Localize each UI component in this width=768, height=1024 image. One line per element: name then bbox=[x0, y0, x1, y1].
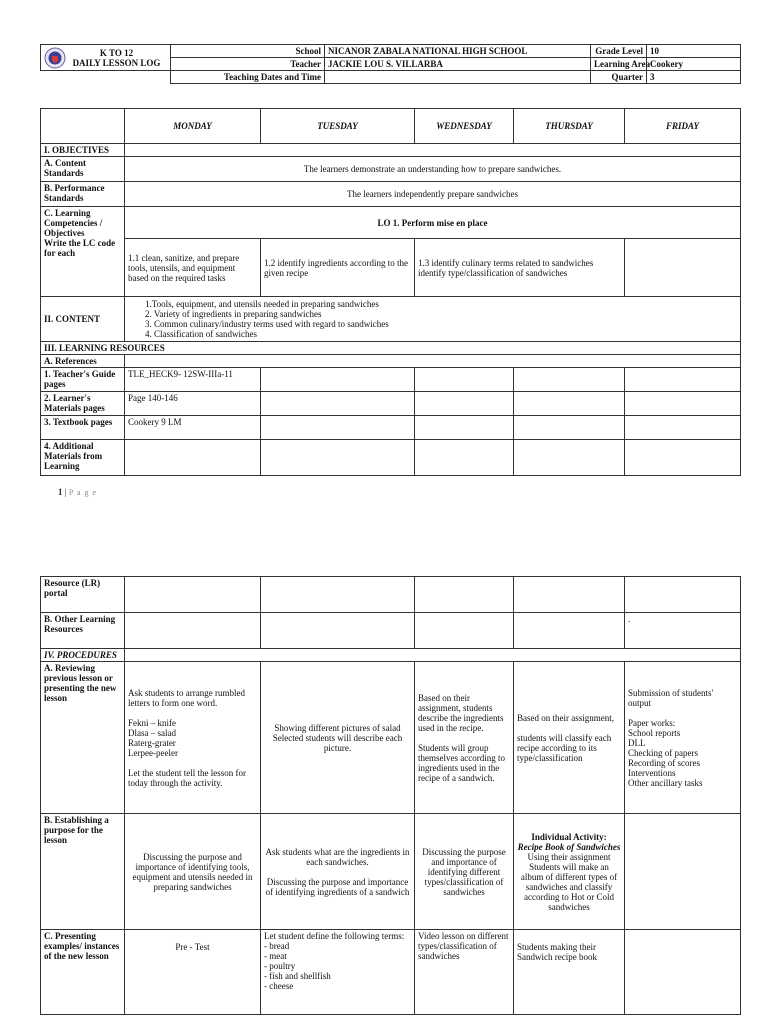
reviewing-tuesday: Showing different pictures of salad Selected students will describe each picture. bbox=[261, 662, 415, 814]
purpose-thursday bbox=[514, 814, 625, 930]
tg-tue bbox=[261, 368, 415, 392]
purpose-wednesday: Discussing the purpose and importance of identifying different types/classification of sandwiches bbox=[415, 814, 514, 930]
lr-mon bbox=[125, 577, 261, 613]
performance-standards-value: The learners independently prepare sandwiches bbox=[125, 182, 741, 207]
tb-value: Cookery 9 LM bbox=[125, 416, 261, 440]
reviewing-label: A. Reviewing previous lesson or presenting the new lesson bbox=[41, 662, 125, 814]
reviewing-friday: Submission of students' output Paper works: School reports DLL Checking of papers Recording of scores Interventions Other ancillary tasks bbox=[625, 662, 741, 814]
or-wed bbox=[415, 613, 514, 649]
am-wed bbox=[415, 440, 514, 476]
am-mon bbox=[125, 440, 261, 476]
school-value: NICANOR ZABALA NATIONAL HIGH SCHOOL bbox=[325, 45, 591, 58]
day-wednesday: WEDNESDAY bbox=[415, 109, 514, 144]
page-number: 1 | P a g e bbox=[58, 487, 98, 497]
references-label: A. References bbox=[41, 355, 125, 368]
presenting-thursday: Students making their Sandwich recipe book bbox=[514, 930, 625, 1015]
grade-value: 10 bbox=[647, 45, 741, 58]
objectives-empty bbox=[125, 144, 741, 157]
am-fri bbox=[625, 440, 741, 476]
day-thursday: THURSDAY bbox=[514, 109, 625, 144]
dates-value bbox=[325, 71, 591, 84]
presenting-wednesday: Video lesson on different types/classification of sandwiches bbox=[415, 930, 514, 1015]
tb-wed bbox=[415, 416, 514, 440]
objectives-label: I. OBJECTIVES bbox=[41, 144, 125, 157]
school-label: School bbox=[171, 45, 325, 58]
lr-thu bbox=[514, 577, 625, 613]
objective-monday: 1.1 clean, sanitize, and prepare tools, utensils, and equipment based on the required tasks bbox=[125, 239, 261, 297]
deped-seal-icon bbox=[44, 47, 66, 69]
corner-cell bbox=[41, 109, 125, 144]
lm-value: Page 140-146 bbox=[125, 392, 261, 416]
presenting-monday: Pre - Test bbox=[125, 930, 261, 1015]
header-table bbox=[40, 44, 741, 84]
lm-wed bbox=[415, 392, 514, 416]
references-empty bbox=[125, 355, 741, 368]
competencies-label: C. Learning Competencies / Objectives Write the LC code for each bbox=[41, 207, 125, 297]
presenting-label: C. Presenting examples/ instances of the new lesson bbox=[41, 930, 125, 1015]
reviewing-wednesday: Based on their assignment, students describe the ingredients used in the recipe. Students will group themselves according to ingredients used in the recipe of a sandwich. bbox=[415, 662, 514, 814]
grade-label: Grade Level bbox=[591, 45, 647, 58]
tg-fri bbox=[625, 368, 741, 392]
objective-wednesday: 1.3 identify culinary terms related to sandwiches identify type/classification of sandwiches bbox=[415, 239, 625, 297]
lm-fri bbox=[625, 392, 741, 416]
lr-portal-label: Resource (LR) portal bbox=[41, 577, 125, 613]
presenting-friday bbox=[625, 930, 741, 1015]
page-word: P a g e bbox=[68, 488, 98, 497]
learning-resources-label: III. LEARNING RESOURCES bbox=[41, 342, 741, 355]
title-line1: K TO 12 bbox=[99, 47, 134, 58]
purpose-thursday-subtitle: Recipe Book of Sandwiches bbox=[517, 841, 621, 852]
page-number-value: 1 bbox=[58, 487, 63, 497]
content-label: II. CONTENT bbox=[41, 297, 125, 342]
tb-fri bbox=[625, 416, 741, 440]
tg-label: 1. Teacher's Guide pages bbox=[41, 368, 125, 392]
other-resources-friday: . bbox=[625, 613, 741, 649]
lm-label: 2. Learner's Materials pages bbox=[41, 392, 125, 416]
purpose-tuesday: Ask students what are the ingredients in each sandwiches. Discussing the purpose and importance of identifying ingredients of a sandwich bbox=[261, 814, 415, 930]
objective-friday bbox=[625, 239, 741, 297]
objective-tuesday: 1.2 identify ingredients according to the given recipe bbox=[261, 239, 415, 297]
presenting-tuesday: Let student define the following terms: - bread - meat - poultry - fish and shellfish - cheese bbox=[261, 930, 415, 1015]
purpose-friday bbox=[625, 814, 741, 930]
area-value: Cookery bbox=[647, 58, 741, 71]
day-monday: MONDAY bbox=[125, 109, 261, 144]
tg-wed bbox=[415, 368, 514, 392]
or-mon bbox=[125, 613, 261, 649]
day-tuesday: TUESDAY bbox=[261, 109, 415, 144]
lo-title: LO 1. Perform mise en place bbox=[125, 207, 741, 239]
blank-cell bbox=[41, 71, 171, 84]
am-tue bbox=[261, 440, 415, 476]
tb-thu bbox=[514, 416, 625, 440]
quarter-label: Quarter bbox=[591, 71, 647, 84]
content-value: 1.Tools, equipment, and utensils needed in preparing sandwiches 2. Variety of ingredients in preparing sandwiches 3. Common culinary/industry terms used with regard to sandwiches 4. Classification of sandwiches bbox=[125, 297, 741, 342]
area-label: Learning Area bbox=[591, 58, 647, 71]
lr-wed bbox=[415, 577, 514, 613]
tb-tue bbox=[261, 416, 415, 440]
lm-tue bbox=[261, 392, 415, 416]
lr-tue bbox=[261, 577, 415, 613]
lesson-table-page1 bbox=[40, 108, 741, 476]
lr-fri bbox=[625, 577, 741, 613]
purpose-thursday-body: Using their assignment Students will make an album of different types of sandwiches and classify according to Hot or Cold sandwiches bbox=[520, 851, 618, 912]
other-resources-label: B. Other Learning Resources bbox=[41, 613, 125, 649]
am-label: 4. Additional Materials from Learning bbox=[41, 440, 125, 476]
title-line2: DAILY LESSON LOG bbox=[72, 57, 161, 68]
or-tue bbox=[261, 613, 415, 649]
or-thu bbox=[514, 613, 625, 649]
purpose-label: B. Establishing a purpose for the lesson bbox=[41, 814, 125, 930]
content-standards-value: The learners demonstrate an understanding how to prepare sandwiches. bbox=[125, 157, 741, 182]
reviewing-thursday: Based on their assignment, students will classify each recipe according to its type/classification bbox=[514, 662, 625, 814]
procedures-empty bbox=[125, 649, 741, 662]
purpose-monday: Discussing the purpose and importance of identifying tools, equipment and utensils needed in preparing sandwiches bbox=[125, 814, 261, 930]
tg-thu bbox=[514, 368, 625, 392]
procedures-label: IV. PROCEDURES bbox=[41, 649, 125, 662]
reviewing-monday: Ask students to arrange rumbled letters to form one word. Fekni – knife Dlasa – salad Raterg-grater Lerpee-peeler Let the student tell the lesson for today through the activity. bbox=[125, 662, 261, 814]
title-cell bbox=[41, 45, 171, 71]
teacher-label: Teacher bbox=[171, 58, 325, 71]
content-standards-label: A. Content Standards bbox=[41, 157, 125, 182]
teacher-value: JACKIE LOU S. VILLARBA bbox=[325, 58, 591, 71]
dates-label: Teaching Dates and Time bbox=[171, 71, 325, 84]
purpose-thursday-title: Individual Activity: bbox=[531, 831, 607, 842]
day-friday: FRIDAY bbox=[625, 109, 741, 144]
am-thu bbox=[514, 440, 625, 476]
tg-value: TLE_HECK9- 12SW-IIIa-11 bbox=[125, 368, 261, 392]
quarter-value: 3 bbox=[647, 71, 741, 84]
lesson-table-page2 bbox=[40, 576, 741, 1015]
lm-thu bbox=[514, 392, 625, 416]
performance-standards-label: B. Performance Standards bbox=[41, 182, 125, 207]
tb-label: 3. Textbook pages bbox=[41, 416, 125, 440]
